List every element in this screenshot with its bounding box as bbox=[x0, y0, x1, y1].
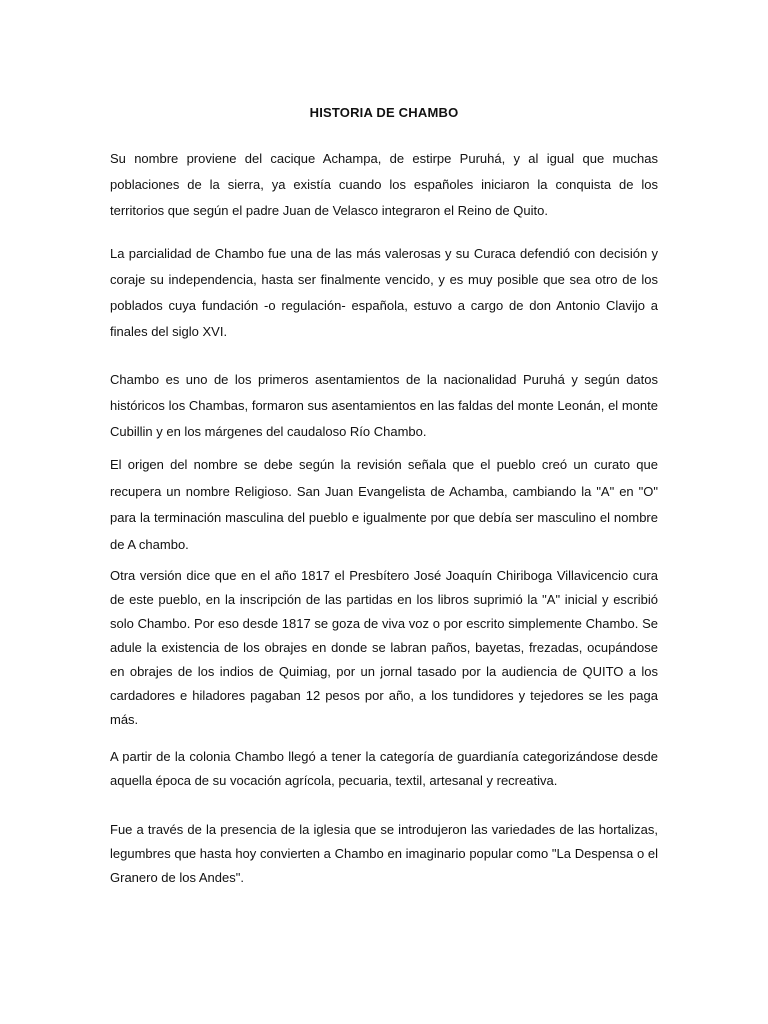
paragraph-4: El origen del nombre se debe según la revisión señala que el pueblo creó un curato que recupera un nombre Religioso. San Juan Evangelista de Achamba, cambiando la "A" en "O" para la terminación masculina del pueblo e igualmente por que debía ser masculino el nombre de A chambo. bbox=[110, 457, 658, 552]
paragraph-2: La parcialidad de Chambo fue una de las más valerosas y su Curaca defendió con decisión y coraje su independencia, hasta ser finalmente vencido, y es muy posible que sea otro de los poblados cuya fundación -o regulación- española, estuvo a cargo de don Antonio Clavijo a finales del siglo XVI. bbox=[110, 246, 658, 339]
paragraph-6: A partir de la colonia Chambo llegó a tener la categoría de guardianía categorizándose desde aquella época de su vocación agrícola, pecuaria, textil, artesanal y recreativa. bbox=[110, 749, 658, 788]
paragraph-3: Chambo es uno de los primeros asentamientos de la nacionalidad Puruhá y según datos históricos los Chambas, formaron sus asentamientos en las faldas del monte Leonán, el monte Cubillin y en los márgenes del caudaloso Río Chambo. bbox=[110, 372, 658, 439]
paragraph-7: Fue a través de la presencia de la iglesia que se introdujeron las variedades de las hortalizas, legumbres que hasta hoy convierten a Chambo en imaginario popular como "La Despensa o el Granero de los Andes". bbox=[110, 822, 658, 885]
document-title: HISTORIA DE CHAMBO bbox=[309, 105, 459, 120]
paragraph-5: Otra versión dice que en el año 1817 el Presbítero José Joaquín Chiriboga Villavicencio cura de este pueblo, en la inscripción de las partidas en los libros suprimió la "A" inicial y escribió solo Chambo. Por eso desde 1817 se goza de viva voz o por escrito simplemente Chambo. Se adule la existencia de los obrajes en donde se labran paños, bayetas, frezadas, ocupándose en obrajes de los indios de Quimiag, por un jornal tasado por la audiencia de QUITO a los cardadores e hiladores pagaban 12 pesos por año, a los tundidores y tejedores se les paga más. bbox=[110, 568, 658, 727]
paragraph-1: Su nombre proviene del cacique Achampa, de estirpe Puruhá, y al igual que muchas poblaciones de la sierra, ya existía cuando los españoles iniciaron la conquista de los territorios que según el padre Juan de Velasco integraron el Reino de Quito. bbox=[110, 151, 658, 218]
